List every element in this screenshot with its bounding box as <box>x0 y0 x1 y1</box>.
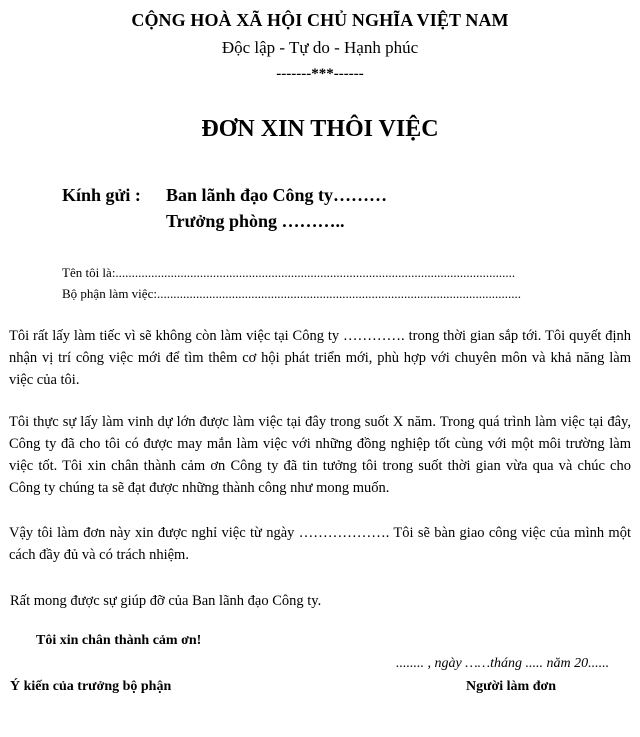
document-title: ĐƠN XIN THÔI VIỆC <box>201 116 439 142</box>
closing-thanks: Tôi xin chân thành cảm ơn! <box>36 633 202 648</box>
supervisor-signature-label: Ý kiến của trưởng bộ phận <box>10 679 172 694</box>
date-line: ........ , ngày ……tháng ..... năm 20...... <box>396 656 610 671</box>
country-header: CỘNG HOÀ XÃ HỘI CHỦ NGHĨA VIỆT NAM <box>131 10 509 30</box>
header-separator: -------***------ <box>276 66 364 82</box>
paragraph-gratitude: Tôi thực sự lấy làm vinh dự lớn được làm việc tại đây trong suốt X năm. Trong quá trình làm việc tại đây, Công ty đã cho tôi có được may mắn làm việc với những đồng nghiệp tốt cùng với một môi trường làm việc tốt. Tôi xin chân thành cảm ơn Công ty đã tin tưởng tôi trong suốt thời gian vừa qua và chúc cho Công ty chúng ta sẽ đạt được những thành công như mong muốn. <box>9 414 631 496</box>
recipient-line-1: Ban lãnh đạo Công ty……… <box>166 185 388 205</box>
recipient-label: Kính gửi : <box>62 185 141 205</box>
name-field: Tên tôi là:........................................................................................................................... <box>62 265 516 280</box>
national-motto: Độc lập - Tự do - Hạnh phúc <box>221 38 419 57</box>
paragraph-regret: Tôi rất lấy làm tiếc vì sẽ không còn làm việc tại Công ty …………. trong thời gian sắp tới. Tôi quyết định nhận vị trí công việc mới để tìm thêm cơ hội phát triển mới, phù hợp với chuyên môn và khả năng làm việc của tôi. <box>9 328 631 388</box>
recipient-line-2: Trưởng phòng ……….. <box>166 211 345 231</box>
applicant-signature-label: Người làm đơn <box>466 679 557 694</box>
paragraph-support: Rất mong được sự giúp đỡ của Ban lãnh đạo Công ty. <box>10 593 322 609</box>
department-field: Bộ phận làm việc:................................................................................................................ <box>62 286 521 301</box>
paragraph-request: Vậy tôi làm đơn này xin được nghỉ việc từ ngày ………………. Tôi sẽ bàn giao công việc của mình một cách đầy đủ và có trách nhiệm. <box>9 525 631 563</box>
